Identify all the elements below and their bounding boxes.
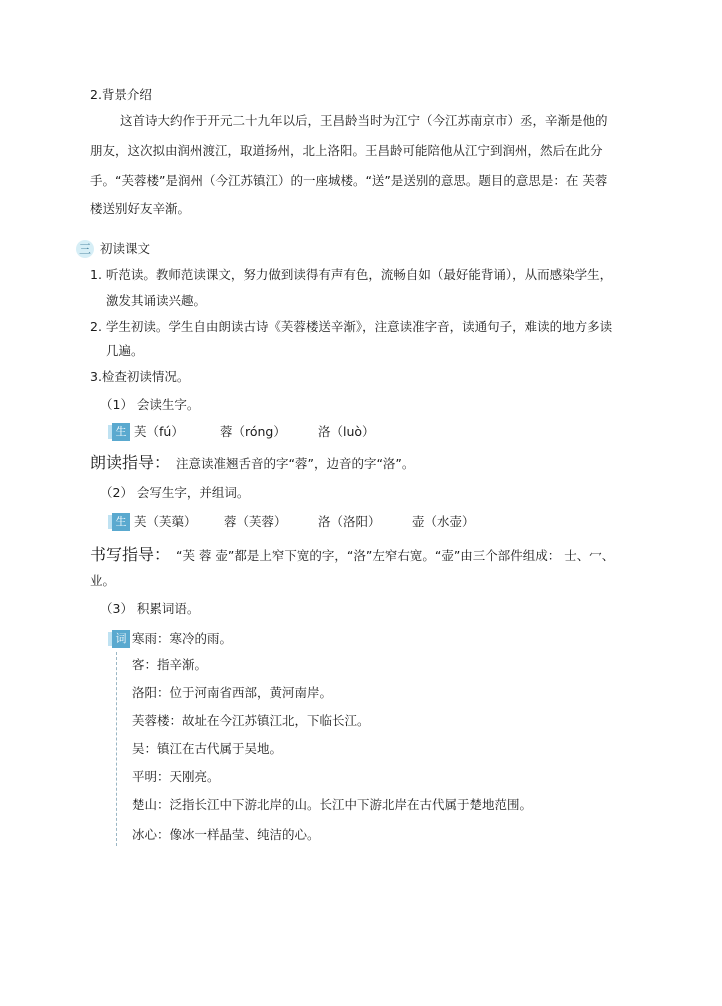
vocab-divider	[116, 652, 117, 846]
item3-line: 3.检查初读情况。	[90, 369, 190, 384]
vocab-entry: 寒雨：寒冷的雨。	[132, 631, 233, 646]
background-line-3: 手。“芙蓉楼”是润州（今江苏镇江）的一座城楼。“送”是送别的意思。题目的意思是：在 芙蓉	[90, 173, 608, 188]
background-line-1: 这首诗大约作于开元二十九年以后，王昌龄当时为江宁（今江苏南京市）丞，辛渐是他的	[120, 113, 608, 128]
background-line-2: 朋友，这次拟由润州渡江，取道扬州，北上洛阳。王昌龄可能陪他从江宁到润州，然后在此分	[90, 143, 603, 158]
vocab-entry: 客：指辛渐。	[132, 657, 208, 672]
sub3-label: （3） 积累词语。	[100, 601, 200, 616]
sub1-entry: 芙（fú）	[134, 424, 184, 439]
sub1-entry: 蓉（róng）	[220, 424, 286, 439]
vocab-entry: 芙蓉楼：故址在今江苏镇江北，下临长江。	[132, 713, 370, 728]
vocab-entry: 洛阳：位于河南省西部，黄河南岸。	[132, 685, 333, 700]
sub1-guide-label: 朗读指导：	[90, 453, 171, 472]
sub2-entry: 芙（芙蕖）	[134, 514, 197, 529]
sub2-guide-label: 书写指导：	[90, 545, 171, 564]
item1-line-b: 激发其诵读兴趣。	[106, 293, 207, 308]
sub1-guide-text: 注意读准翘舌音的字“蓉”，边音的字“洛”。	[176, 456, 415, 471]
sub3-tag-icon: 词语	[112, 630, 130, 648]
vocab-entry: 吴：镇江在古代属于吴地。	[132, 741, 283, 756]
sub2-guide-text-2: 业。	[90, 573, 116, 588]
item1-line-a: 1. 听范读。教师范读课文，努力做到读得有声有色，流畅自如（最好能背诵），从而感染学生，	[90, 267, 613, 282]
sub1-label: （1） 会读生字。	[100, 397, 200, 412]
sub2-label: （2） 会写生字，并组词。	[100, 485, 250, 500]
item2-line-a: 2. 学生初读。学生自由朗读古诗《芙蓉楼送辛渐》，注意读准字音，读通句子，难读的地方多读	[90, 319, 613, 334]
section-number-icon: 三	[76, 240, 94, 258]
sub2-entry: 洛（洛阳）	[318, 514, 381, 529]
vocab-entry: 平明：天刚亮。	[132, 769, 220, 784]
sub2-guide-text: “芙 蓉 壶”都是上窄下宽的字，“洛”左窄右宽。“壶”由三个部件组成： 士、冖、	[176, 548, 615, 563]
background-line-4: 楼送别好友辛渐。	[90, 201, 191, 216]
item2-line-b: 几遍。	[106, 343, 144, 358]
sub2-entry: 壶（水壶）	[412, 514, 475, 529]
sub1-entry: 洛（luò）	[318, 424, 375, 439]
section-title: 初读课文	[100, 241, 151, 256]
sub2-entry: 蓉（芙蓉）	[224, 514, 287, 529]
vocab-entry: 冰心：像冰一样晶莹、纯洁的心。	[132, 827, 320, 842]
vocab-entry: 楚山：泛指长江中下游北岸的山。长江中下游北岸在古代属于楚地范围。	[132, 797, 533, 812]
sub2-tag-icon: 生字	[112, 513, 130, 531]
background-heading: 2.背景介绍	[90, 87, 152, 102]
sub1-tag-icon: 生字	[112, 423, 130, 441]
